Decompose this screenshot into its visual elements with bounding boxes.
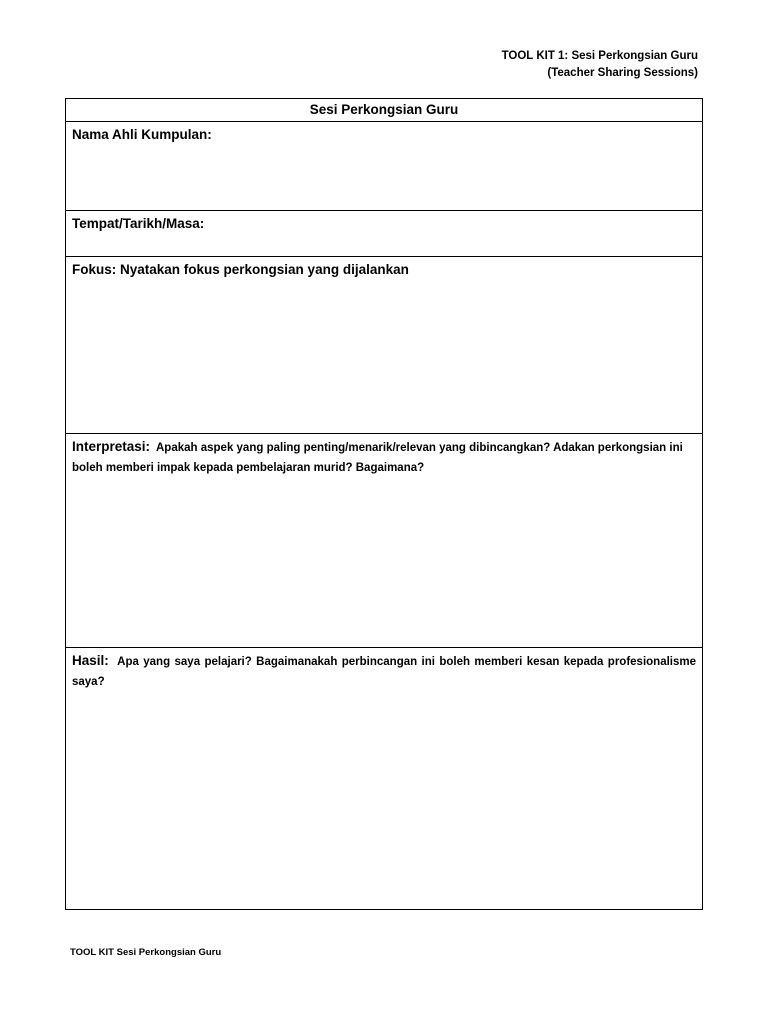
interpretation-label: Interpretasi: <box>72 439 151 454</box>
place-date-time-field[interactable] <box>66 211 702 257</box>
document-header <box>502 48 698 82</box>
form-title: Sesi Perkongsian Guru <box>309 102 459 117</box>
members-field[interactable] <box>66 122 702 211</box>
document-footer: TOOL KIT Sesi Perkongsian Guru <box>70 947 222 958</box>
result-description: Apa yang saya pelajari? Bagaimanakah perbincangan ini boleh memberi kesan kepada profesionalisme saya? <box>72 656 696 688</box>
focus-label: Fokus: Nyatakan fokus perkongsian yang dijalankan <box>72 262 409 277</box>
place-date-time-label: Tempat/Tarikh/Masa: <box>72 216 205 231</box>
header-toolkit-title: TOOL KIT 1: Sesi Perkongsian Guru <box>501 50 698 62</box>
interpretation-text <box>72 438 696 478</box>
header-toolkit-subtitle: (Teacher Sharing Sessions) <box>547 67 698 79</box>
result-text <box>72 652 696 692</box>
members-label: Nama Ahli Kumpulan: <box>72 127 212 142</box>
interpretation-description: Apakah aspek yang paling penting/menarik/relevan yang dibincangkan? Adakan perkongsian ini boleh memberi impak kepada pembelajaran murid? Bagaimana? <box>72 442 683 474</box>
result-field[interactable] <box>66 648 702 909</box>
focus-field[interactable] <box>66 257 702 434</box>
result-label: Hasil: <box>72 653 109 668</box>
interpretation-field[interactable] <box>66 434 702 648</box>
sharing-session-form <box>65 98 703 910</box>
form-title-row <box>66 99 702 122</box>
